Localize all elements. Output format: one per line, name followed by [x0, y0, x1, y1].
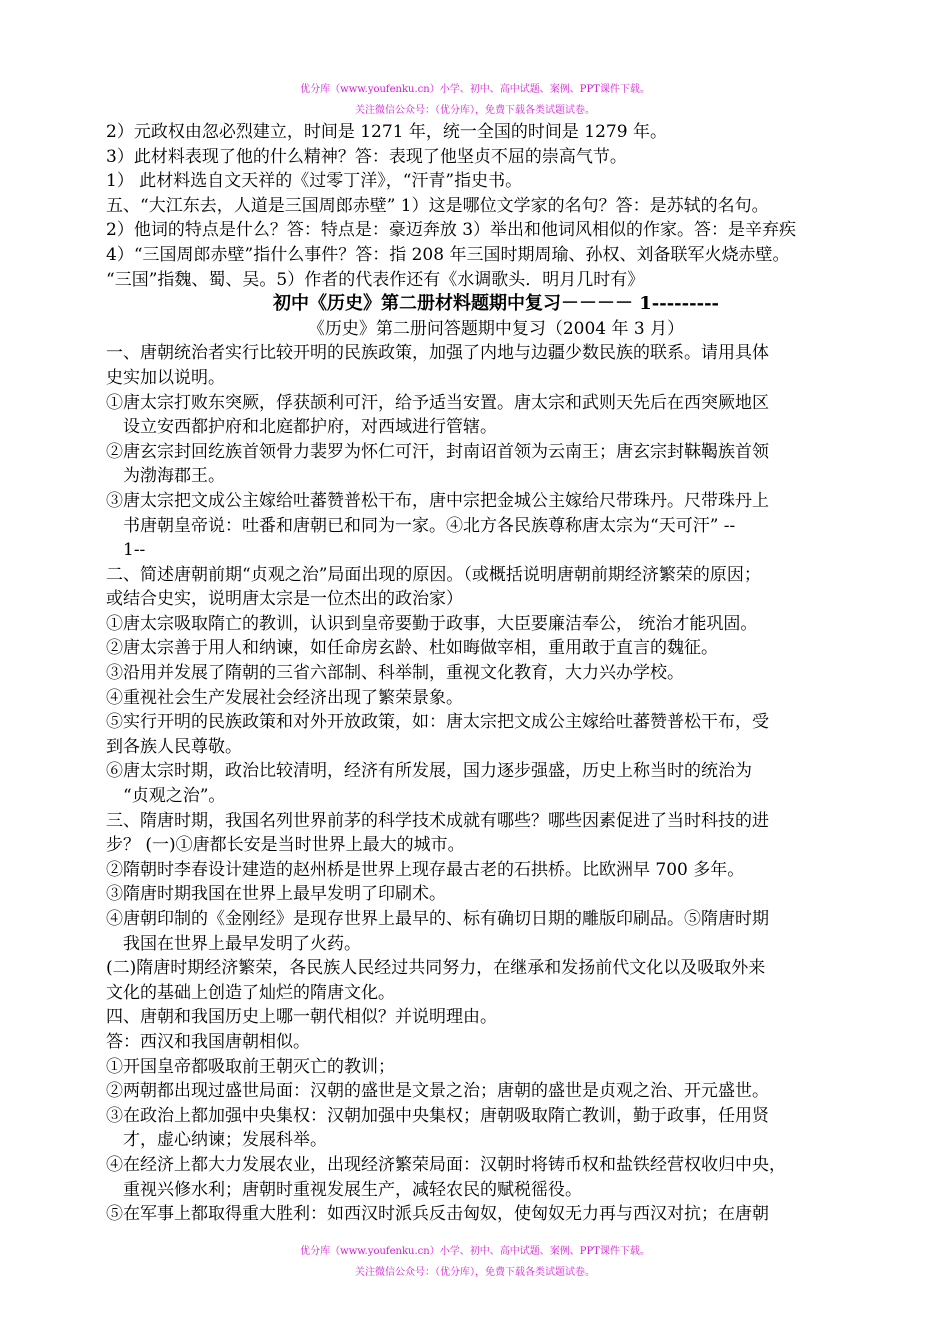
text-line: ⑥唐太宗时期，政治比较清明，经济有所发展，国力逐步强盛，历史上称当时的统治为 [106, 761, 752, 782]
text-line: 4）“三国周郎赤壁”指什么事件？答：指 208 年三国时期周瑜、孙权、刘备联军火烧赤壁。 [106, 244, 790, 265]
watermark-header-line1: 优分库（www.youfenku.cn）小学、初中、高中试题、案例、PPT课件下载。 [300, 84, 650, 95]
text-line: 步？ (一)①唐都长安是当时世界上最大的城市。 [106, 835, 465, 856]
text-line: 史实加以说明。 [106, 367, 225, 388]
text-line: 文化的基础上创造了灿烂的隋唐文化。 [106, 982, 395, 1003]
text-line: ④在经济上都大力发展农业，出现经济繁荣局面：汉朝时将铸币权和盐铁经营权收归中央， [106, 1154, 786, 1175]
text-line: ③唐太宗把文成公主嫁给吐蕃赞普松干布，唐中宗把金城公主嫁给尺带珠丹。尺带珠丹上 [106, 490, 769, 511]
text-line: ⑤在军事上都取得重大胜利：如西汉时派兵反击匈奴，使匈奴无力再与西汉对抗；在唐朝 [106, 1204, 769, 1225]
text-line: 或结合史实，说明唐太宗是一位杰出的政治家） [106, 589, 463, 610]
page-marker: 1-- [123, 540, 146, 561]
text-line: 到各族人民尊敬。 [106, 736, 242, 757]
text-line: ⑤实行开明的民族政策和对外开放政策，如：唐太宗把文成公主嫁给吐蕃赞普松干布，受 [106, 712, 769, 733]
text-line: ③在政治上都加强中央集权：汉朝加强中央集权；唐朝吸取隋亡教训，勤于政事，任用贤 [106, 1105, 769, 1126]
text-line: ②隋朝时李春设计建造的赵州桥是世界上现存最古老的石拱桥。比欧洲早 700 多年。 [106, 859, 745, 880]
document-body [106, 120, 886, 1227]
text-line: (二)隋唐时期经济繁荣，各民族人民经过共同努力，在继承和发扬前代文化以及吸取外来 [106, 958, 766, 979]
text-line: ①开国皇帝都吸取前王朝灭亡的教训； [106, 1056, 395, 1077]
text-line: ④重视社会生产发展社会经济出现了繁荣景象。 [106, 687, 463, 708]
watermark-footer-line1: 优分库（www.youfenku.cn）小学、初中、高中试题、案例、PPT课件下载。 [300, 1246, 650, 1257]
text-line: ②两朝都出现过盛世局面：汉朝的盛世是文景之治；唐朝的盛世是贞观之治、开元盛世。 [106, 1081, 769, 1102]
text-line: 设立安西都护府和北庭都护府，对西域进行管辖。 [123, 417, 497, 438]
text-line: ①唐太宗打败东突厥，俘获颉利可汗，给予适当安置。唐太宗和武则天先后在西突厥地区 [106, 392, 769, 413]
text-line: 重视兴修水利；唐朝时重视发展生产，减轻农民的赋税徭役。 [123, 1179, 582, 1200]
text-line: “三国”指魏、蜀、吴。5）作者的代表作还有《水调歌头．明月几时有》 [106, 269, 645, 290]
watermark-footer-line2: 关注微信公众号：（优分库），免费下载各类试题试卷。 [355, 1267, 595, 1278]
text-line: ③隋唐时期我国在世界上最早发明了印刷术。 [106, 884, 446, 905]
text-line: 才，虚心纳谏；发展科举。 [123, 1130, 327, 1151]
text-line: 我国在世界上最早发明了火药。 [123, 933, 361, 954]
text-line: “贞观之治”。 [123, 786, 226, 807]
watermark-header-line2: 关注微信公众号：（优分库），免费下载各类试题试卷。 [355, 105, 595, 116]
text-line: ③沿用并发展了隋朝的三省六部制、科举制，重视文化教育，大力兴办学校。 [106, 663, 684, 684]
text-line: 2）元政权由忽必烈建立，时间是 1271 年，统一全国的时间是 1279 年。 [106, 122, 667, 142]
text-line: 为渤海郡王。 [123, 466, 225, 487]
text-line: ①唐太宗吸取隋亡的教训，认识到皇帝要勤于政事，大臣要廉洁奉公， 统治才能巩固。 [106, 613, 758, 634]
question-heading: 二、简述唐朝前期“贞观之治”局面出现的原因。（或概括说明唐朝前期经济繁荣的原因； [106, 564, 761, 585]
text-line: 2）他词的特点是什么？答：特点是：豪迈奔放 3）举出和他词风相似的作家。答：是辛弃疾 [106, 220, 797, 241]
text-line: ②唐太宗善于用人和纳谏，如任命房玄龄、杜如晦做宰相，重用敢于直言的魏征。 [106, 638, 718, 659]
text-line: 五、“大江东去，人道是三国周郎赤壁” 1）这是哪位文学家的名句？答：是苏轼的名句。 [106, 195, 769, 216]
section-title: 初中《历史》第二册材料题期中复习－－－－ 1--------- [272, 293, 720, 315]
question-heading: 一、唐朝统治者实行比较开明的民族政策，加强了内地与边疆少数民族的联系。请用具体 [106, 343, 769, 364]
text-line: 书唐朝皇帝说：吐番和唐朝已和同为一家。④北方各民族尊称唐太宗为“天可汗” -- [123, 515, 736, 536]
text-line: 答：西汉和我国唐朝相似。 [106, 1031, 310, 1052]
text-line: ②唐玄宗封回纥族首领骨力裴罗为怀仁可汗，封南诏首领为云南王；唐玄宗封靺鞨族首领 [106, 441, 769, 462]
text-line: 3）此材料表现了他的什么精神？答：表现了他坚贞不屈的崇高气节。 [106, 146, 627, 167]
text-line: 1） 此材料选自文天祥的《过零丁洋》，“汗青”指史书。 [106, 171, 523, 192]
section-subtitle: 《历史》第二册问答题期中复习（2004 年 3 月） [307, 318, 685, 339]
question-heading: 三、隋唐时期，我国名列世界前茅的科学技术成就有哪些？哪些因素促进了当时科技的进 [106, 810, 769, 831]
question-heading: 四、唐朝和我国历史上哪一朝代相似？并说明理由。 [106, 1007, 497, 1028]
text-line: ④唐朝印制的《金刚经》是现存世界上最早的、标有确切日期的雕版印刷品。⑤隋唐时期 [106, 909, 769, 929]
